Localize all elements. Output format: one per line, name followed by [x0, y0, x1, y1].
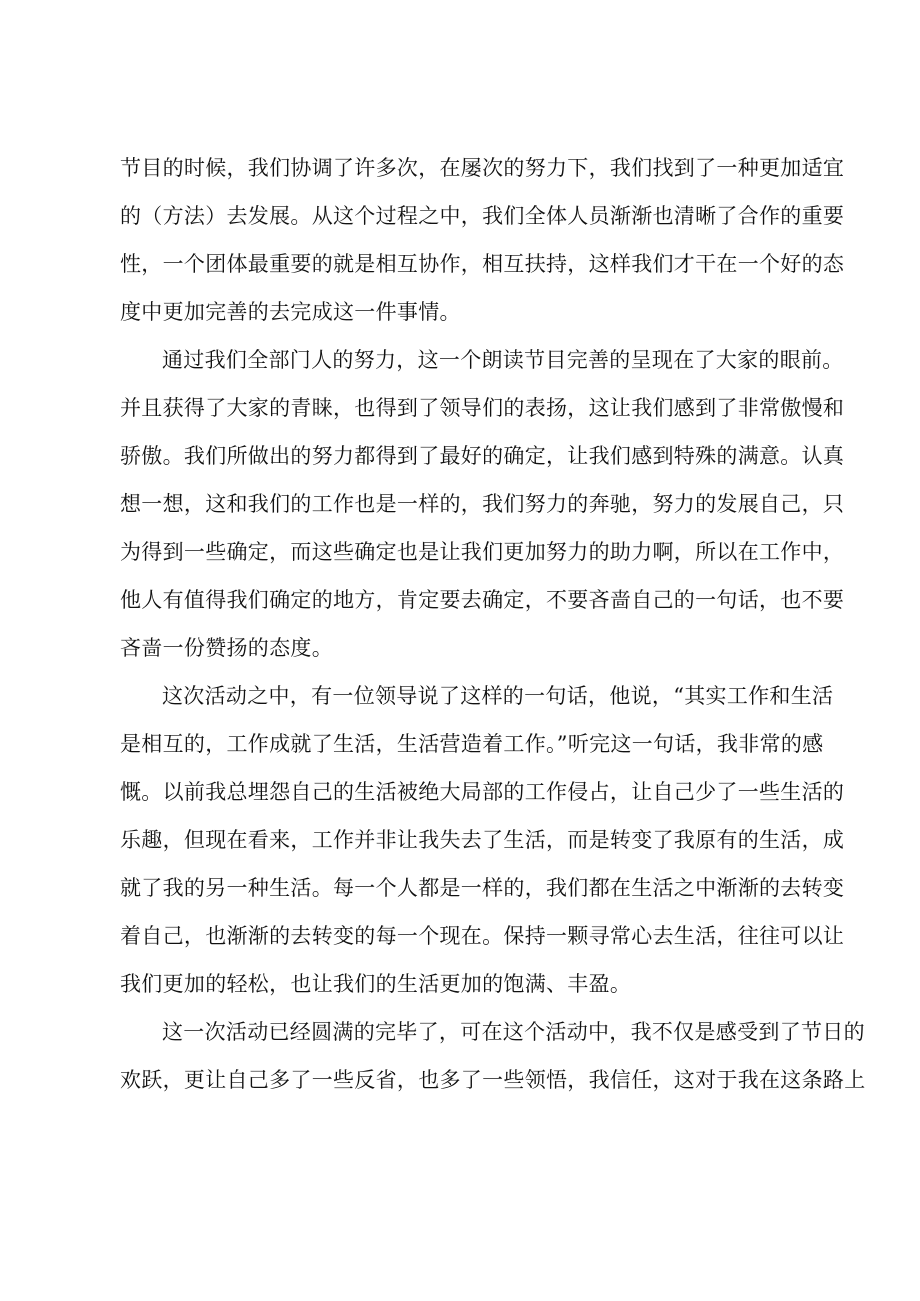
text-line: 就了我的另一种生活。每一个人都是一样的，我们都在生活之中渐渐的去转变	[120, 876, 845, 900]
paragraph-first-line: 这一次活动已经圆满的完毕了，可在这个活动中，我不仅是感受到了节日的	[162, 1020, 865, 1044]
paragraph-first-line: 通过我们全部门人的努力，这一个朗读节目完善的呈现在了大家的眼前。	[162, 348, 844, 372]
text-line: 度中更加完善的去完成这一件事情。	[120, 300, 461, 324]
text-line: 他人有值得我们确定的地方，肯定要去确定，不要吝啬自己的一句话，也不要	[120, 588, 845, 612]
paragraph-first-line: 这次活动之中，有一位领导说了这样的一句话，他说，“其实工作和生活	[162, 684, 834, 708]
text-line: 的（方法）去发展。从这个过程之中，我们全体人员渐渐也清晰了合作的重要	[120, 204, 845, 228]
text-line: 骄傲。我们所做出的努力都得到了最好的确定，让我们感到特殊的满意。认真	[120, 444, 845, 468]
text-line: 欢跃，更让自己多了一些反省，也多了一些领悟，我信任，这对于我在这条路上	[120, 1068, 866, 1092]
text-line: 我们更加的轻松，也让我们的生活更加的饱满、丰盈。	[120, 972, 632, 996]
text-line: 并且获得了大家的青睐，也得到了领导们的表扬，这让我们感到了非常傲慢和	[120, 396, 845, 420]
text-line: 着自己，也渐渐的去转变的每一个现在。保持一颗寻常心去生活，往往可以让	[120, 924, 845, 948]
text-line: 是相互的，工作成就了生活，生活营造着工作。”听完这一句话，我非常的感	[120, 732, 824, 756]
text-line: 吝啬一份赞扬的态度。	[120, 636, 333, 660]
text-line: 慨。以前我总埋怨自己的生活被绝大局部的工作侵占，让自己少了一些生活的	[120, 780, 845, 804]
text-line: 为得到一些确定，而这些确定也是让我们更加努力的助力啊，所以在工作中，	[120, 540, 845, 564]
text-line: 性，一个团体最重要的就是相互协作，相互扶持，这样我们才干在一个好的态	[120, 252, 845, 276]
text-line: 乐趣，但现在看来，工作并非让我失去了生活，而是转变了我原有的生活，成	[120, 828, 845, 852]
text-line: 想一想，这和我们的工作也是一样的，我们努力的奔驰，努力的发展自己，只	[120, 492, 845, 516]
text-line: 节目的时候，我们协调了许多次，在屡次的努力下，我们找到了一种更加适宜	[120, 156, 845, 180]
